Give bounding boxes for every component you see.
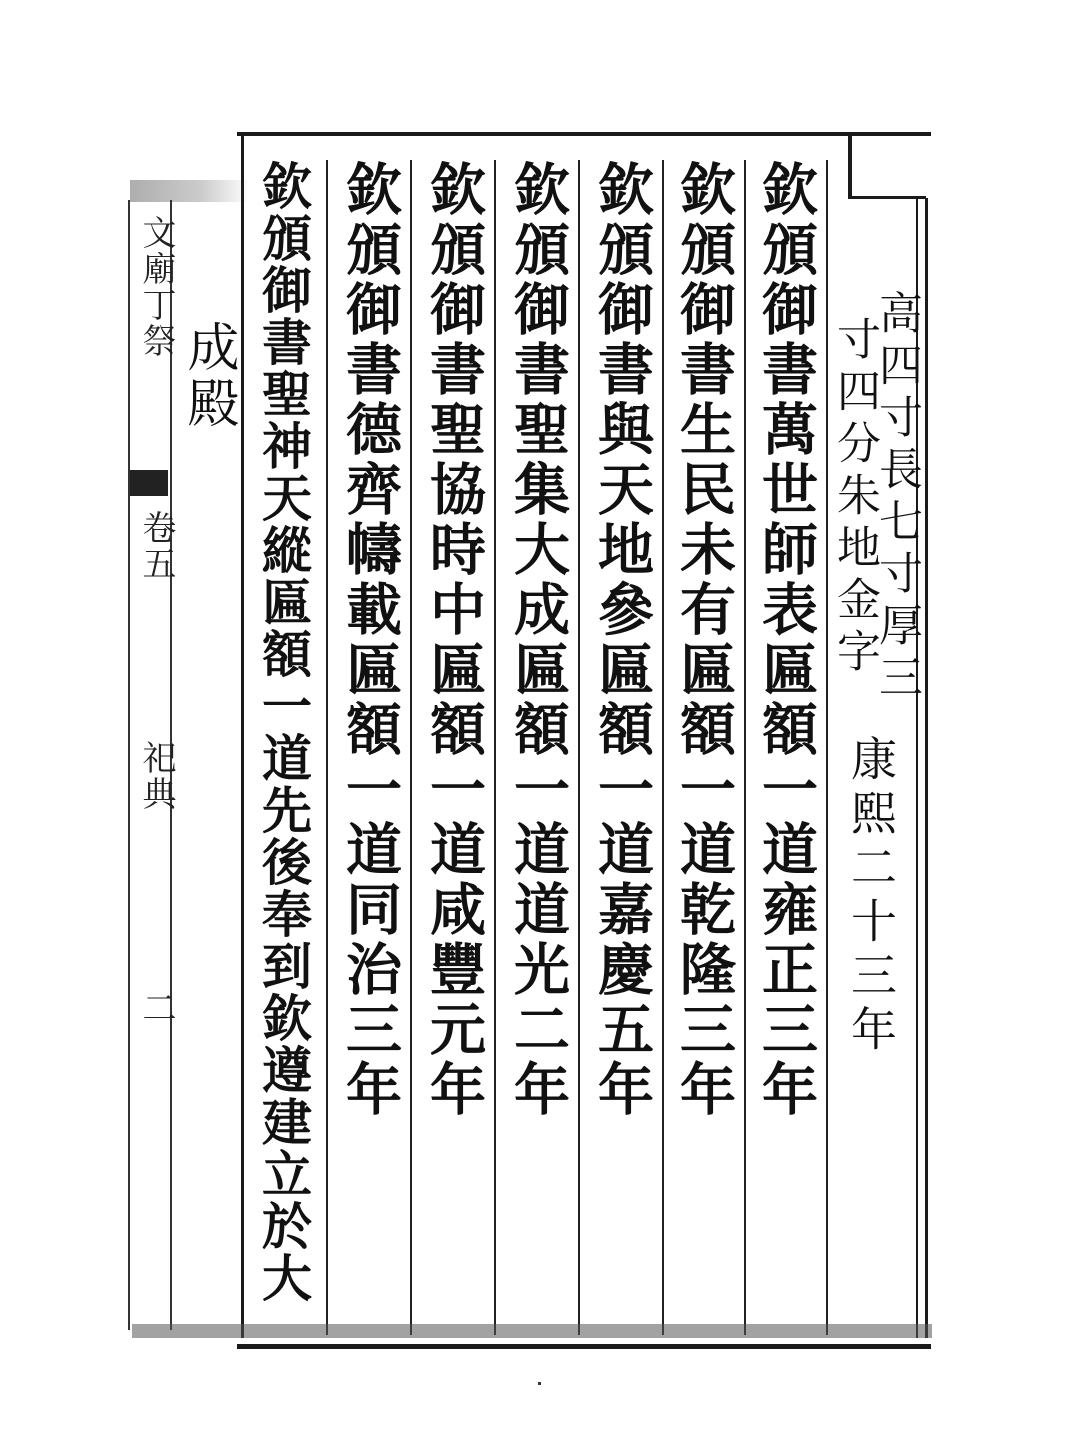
print-frame-left [241,132,250,1338]
continuation-text: 成殿 [178,320,238,432]
note-material: 寸四分朱地金字 [829,316,880,680]
spine-page-number: 二 [136,990,176,1026]
spine-title: 文廟丁祭 [136,215,176,359]
column-rule [744,160,746,1335]
spine-volume: 卷五 [136,510,176,582]
column-rule [494,160,496,1335]
text-column-5: 欽頒御書聖協時中匾額一道咸豐元年 [421,160,487,1120]
text-column-2: 欽頒御書生民未有匾額一道乾隆三年 [671,160,737,1120]
column-rule [662,160,664,1335]
spine-section: 祀典 [136,740,176,812]
column-rule [826,160,828,1335]
print-frame-header-step [848,196,926,199]
column-rule [326,160,328,1335]
text-column-6: 欽頒御書德齊幬載匾額一道同治三年 [337,160,403,1120]
text-column-4: 欽頒御書聖集大成匾額一道道光二年 [505,160,571,1120]
bottom-edge-shadow [132,1324,932,1338]
page-edge-shadow [130,180,250,202]
text-column-1: 欽頒御書萬世師表匾額一道雍正三年 [753,160,819,1120]
text-column-7: 欽頒御書聖神天縱匾額一道先後奉到欽遵建立於大 [254,160,313,1304]
spine-fishtail-mark [130,470,168,496]
ink-speck [538,1382,541,1385]
column-rule [578,160,580,1335]
note-dimensions: 高四寸長七寸厚三 [871,290,922,706]
note-date: 康熙二十三年 [844,735,898,1059]
column-rule [410,160,412,1335]
text-column-3: 欽頒御書與天地參匾額一道嘉慶五年 [589,160,655,1120]
